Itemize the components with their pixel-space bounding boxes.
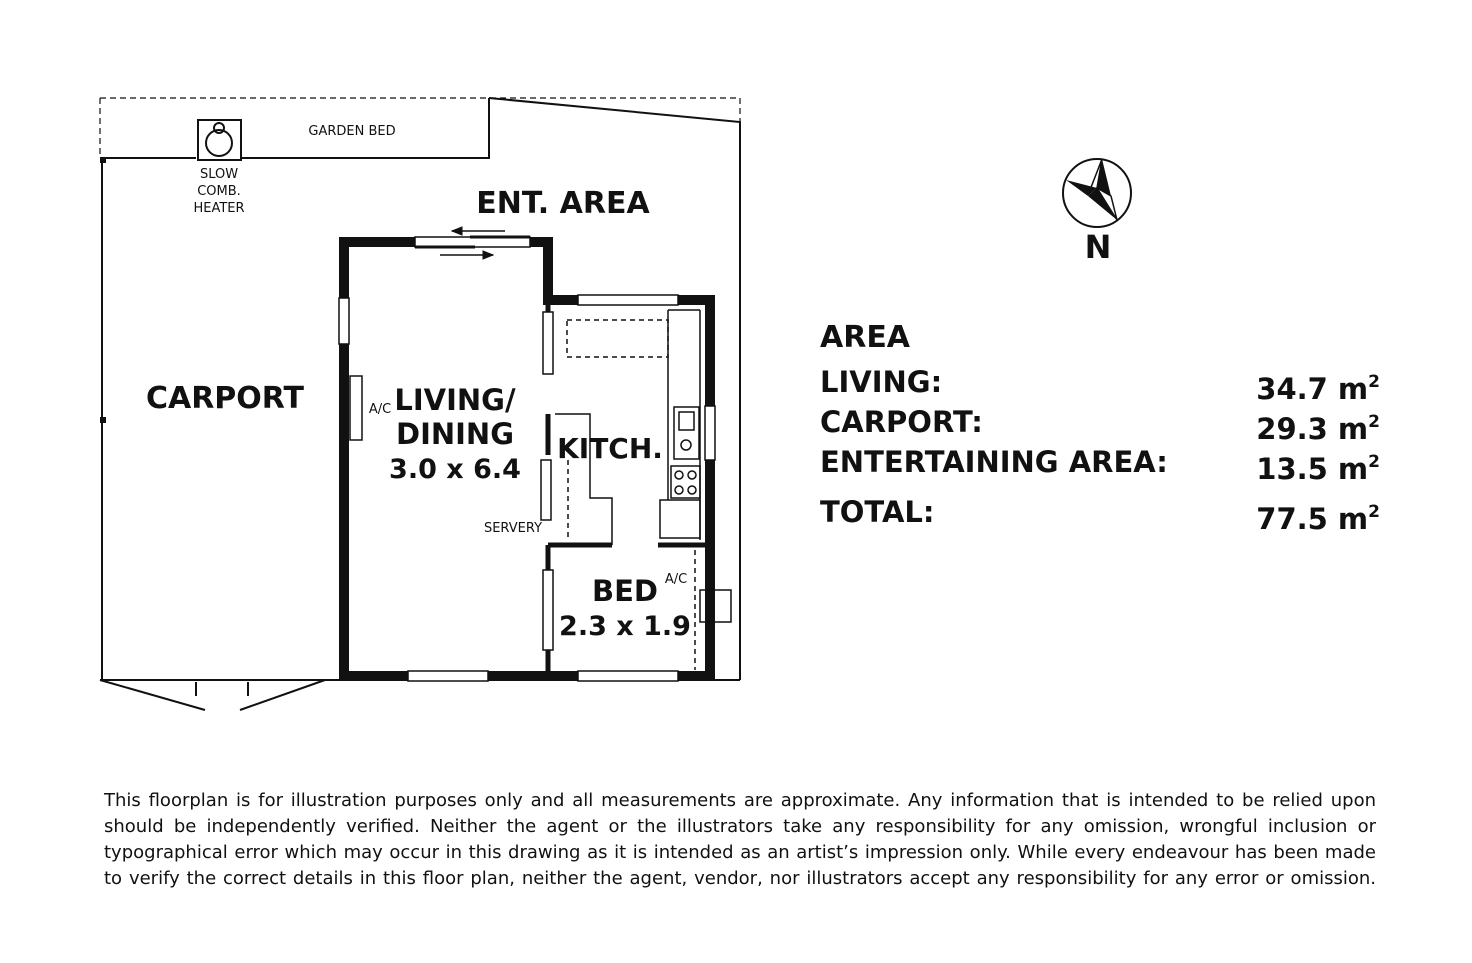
heater-label-line1: SLOW (199, 167, 239, 182)
total-value: 77.5 $m^2$ (1256, 502, 1380, 536)
north-arrow-icon (1063, 159, 1131, 227)
area-row-entertaining (820, 442, 1380, 486)
heater-label-line2: COMB. (197, 184, 241, 199)
disclaimer-line: should be independently verified. Neither the agent or the illustrators take any responsibility for any omission, wrongful inclusion or (104, 816, 1376, 837)
living-dimensions: 3.0 x 6.4 (389, 454, 521, 485)
area-label: LIVING: (820, 365, 943, 399)
slow-combustion-heater-icon (198, 120, 241, 160)
ent-area-label: ENT. AREA (476, 186, 650, 221)
living-label-line2: DINING (396, 417, 514, 451)
bed-ac-label: A/C (664, 572, 688, 587)
kitchen-label: KITCH. (557, 432, 663, 465)
kitchen-benches (541, 310, 700, 545)
living-ac-label: A/C (368, 402, 392, 417)
area-summary (820, 318, 1380, 536)
north-label: N (1084, 228, 1112, 266)
living-label-line1: LIVING/ (394, 383, 516, 417)
area-value: 13.5 $m^2$ (1256, 452, 1380, 486)
area-title: AREA (820, 320, 911, 355)
bed-label: BED (592, 574, 658, 608)
total-label: TOTAL: (820, 495, 935, 529)
disclaimer-line: to verify the correct details in this floor plan, neither the agent, vendor, nor illustrators accept any responsibility for any error or omission. (104, 868, 1376, 889)
bed-dimensions: 2.3 x 1.9 (559, 611, 691, 642)
area-value: 34.7 $m^2$ (1256, 372, 1380, 406)
area-row-carport (820, 402, 1380, 446)
area-label: ENTERTAINING AREA: (820, 445, 1168, 479)
disclaimer-line: typographical error which may occur in this drawing as it is intended as an artist’s impression only. While every endeavour has been made (104, 842, 1376, 863)
heater-label-line3: HEATER (193, 201, 245, 216)
garden-bed-label: GARDEN BED (308, 124, 396, 139)
area-label: CARPORT: (820, 405, 983, 439)
area-value: 29.3 $m^2$ (1256, 412, 1380, 446)
servery-label: SERVERY (483, 521, 543, 536)
property-boundary (100, 98, 740, 158)
area-row-total (820, 492, 1380, 536)
living-ac-unit (350, 376, 362, 440)
area-row-living (820, 362, 1380, 406)
disclaimer-line: This floorplan is for illustration purposes only and all measurements are approximate. Any information that is intended to be relied upon (104, 790, 1376, 811)
carport-label: CARPORT (145, 381, 305, 416)
disclaimer (104, 788, 1376, 892)
sliding-door (415, 227, 530, 259)
